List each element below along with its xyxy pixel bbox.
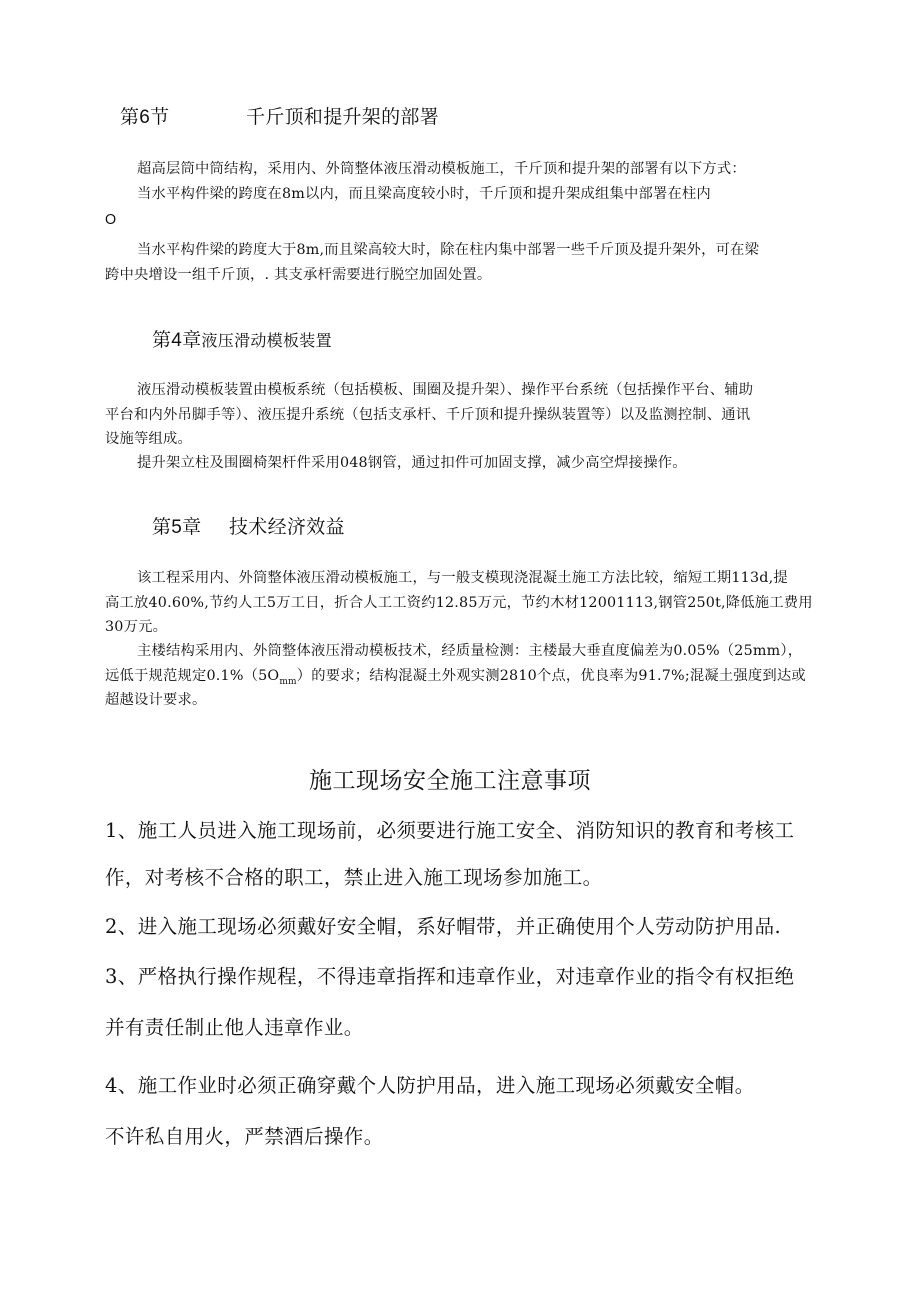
paragraph-line: 主楼结构采用内、外筒整体液压滑动模板技术，经质量检测：主楼最大垂直度偏差为0.05%（25mm），: [137, 643, 803, 659]
paragraph-line: [105, 664, 806, 694]
paragraph-line: 当水平构件梁的跨度大于8m,而且梁高较大时，除在柱内集中部署一些千斤顶及提升架外，可在梁: [137, 242, 760, 258]
safety-item-continuation: 并有责任制止他人违章作业。: [105, 1016, 364, 1039]
paragraph-line: 该工程采用内、外筒整体液压滑动模板施工，与一般支模现浇混凝土施工方法比较，缩短工期113d,提: [137, 570, 788, 586]
paragraph-line: 提升架立柱及围圈椅架杆件采用048钢管，通过扣件可加固支撑，减少高空焊接操作。: [137, 455, 687, 471]
chapter-title: 液压滑动模板装置: [201, 333, 332, 350]
chapter-heading: [152, 512, 201, 539]
chapter-number: 第4章: [152, 330, 202, 351]
chapter-heading: [152, 325, 332, 352]
paragraph-line: 设施等组成。: [105, 431, 192, 447]
paragraph-line: 当水平构件梁的跨度在8m以内，而且梁高度较小时，千斤顶和提升架成组集中部署在柱内: [137, 186, 711, 202]
subscript-unit: mm: [279, 676, 297, 687]
text-run: 远低于规范规定0.1%（5O: [105, 668, 280, 684]
safety-item: 1、施工人员进入施工现场前，必须要进行施工安全、消防知识的教育和考核工: [105, 819, 795, 842]
chapter-number: 第5章: [152, 517, 202, 538]
paragraph-line: 平台和内外吊脚手等）、液压提升系统（包括支承杆、千斤顶和提升操纵装置等）以及监测控制、通讯: [105, 407, 751, 423]
paragraph-line: 30万元。: [105, 619, 168, 635]
chapter-title: 技术经济效益: [229, 516, 345, 538]
paragraph-line: 跨中央增设一组千斤顶，. 其支承杆需要进行脱空加固处置。: [105, 267, 492, 283]
paragraph-line: 高工放40.60%,节约人工5万工日，折合人工工资约12.85万元，节约木材12001113,钢管250t,降低施工费用: [105, 595, 813, 611]
safety-item: 3、严格执行操作规程，不得违章指挥和违章作业，对违章作业的指令有权拒绝: [105, 965, 795, 988]
paragraph-line: 超高层筒中筒结构，采用内、外筒整体液压滑动模板施工，千斤顶和提升架的部署有以下方式：: [137, 161, 746, 177]
text-run: ）的要求；结构混凝土外观实测2810个点，优良率为91.7%;混凝土强度到达或: [296, 668, 806, 684]
safety-item-continuation: 作，对考核不合格的职工，禁止进入施工现场参加施工。: [105, 866, 603, 889]
paragraph-line: O: [105, 212, 117, 228]
safety-item: 4、施工作业时必须正确穿戴个人防护用品，进入施工现场必须戴安全帽。: [105, 1074, 755, 1097]
safety-item: 2、进入施工现场必须戴好安全帽，系好帽带，并正确使用个人劳动防护用品.: [105, 915, 782, 938]
paragraph-line: 超越设计要求。: [105, 692, 207, 708]
paragraph-line: 液压滑动模板装置由模板系统（包括模板、围圈及提升架）、操作平台系统（包括操作平台、辅助: [137, 382, 754, 398]
safety-item-continuation: 不许私自用火，严禁酒后操作。: [105, 1125, 384, 1148]
section-heading: [120, 102, 169, 129]
section-title: 千斤顶和提升架的部署: [246, 106, 440, 128]
safety-title: 施工现场安全施工注意事项: [309, 768, 591, 794]
section-number: 第6节: [120, 107, 170, 128]
